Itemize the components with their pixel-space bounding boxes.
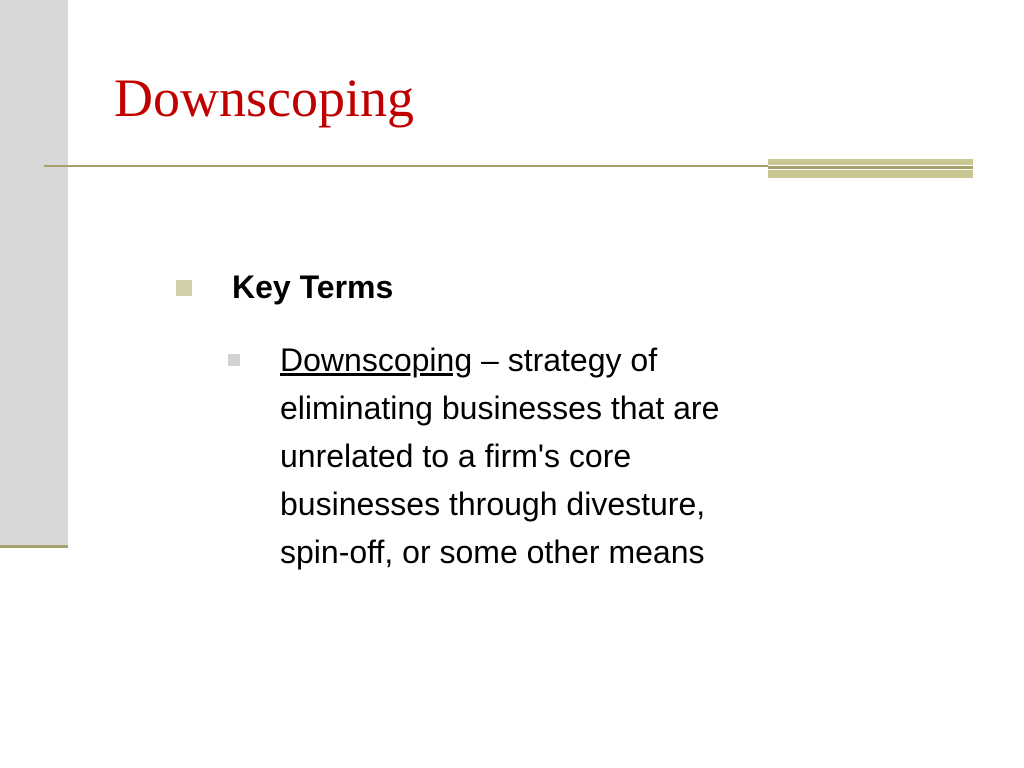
slide-title: Downscoping	[114, 68, 414, 128]
defined-term: Downscoping	[280, 342, 473, 378]
square-bullet-icon	[176, 280, 192, 296]
term-separator: –	[472, 342, 508, 378]
definition-line: strategy of	[507, 342, 658, 378]
definition-text	[280, 336, 840, 576]
definition-line: businesses through divesture,	[280, 486, 706, 522]
left-side-bar	[0, 0, 68, 545]
definition-line: spin-off, or some other means	[280, 534, 705, 570]
title-accent-bars	[768, 159, 973, 179]
accent-stripe	[768, 159, 973, 165]
accent-stripe	[768, 166, 973, 169]
definition-line: unrelated to a firm's core	[280, 438, 632, 474]
square-bullet-icon	[228, 354, 240, 366]
accent-stripe	[768, 170, 973, 178]
title-divider-line	[44, 165, 768, 167]
bullet-label: Key Terms	[232, 269, 394, 305]
definition-line: eliminating businesses that are	[280, 390, 720, 426]
side-bar-underline	[0, 545, 68, 548]
